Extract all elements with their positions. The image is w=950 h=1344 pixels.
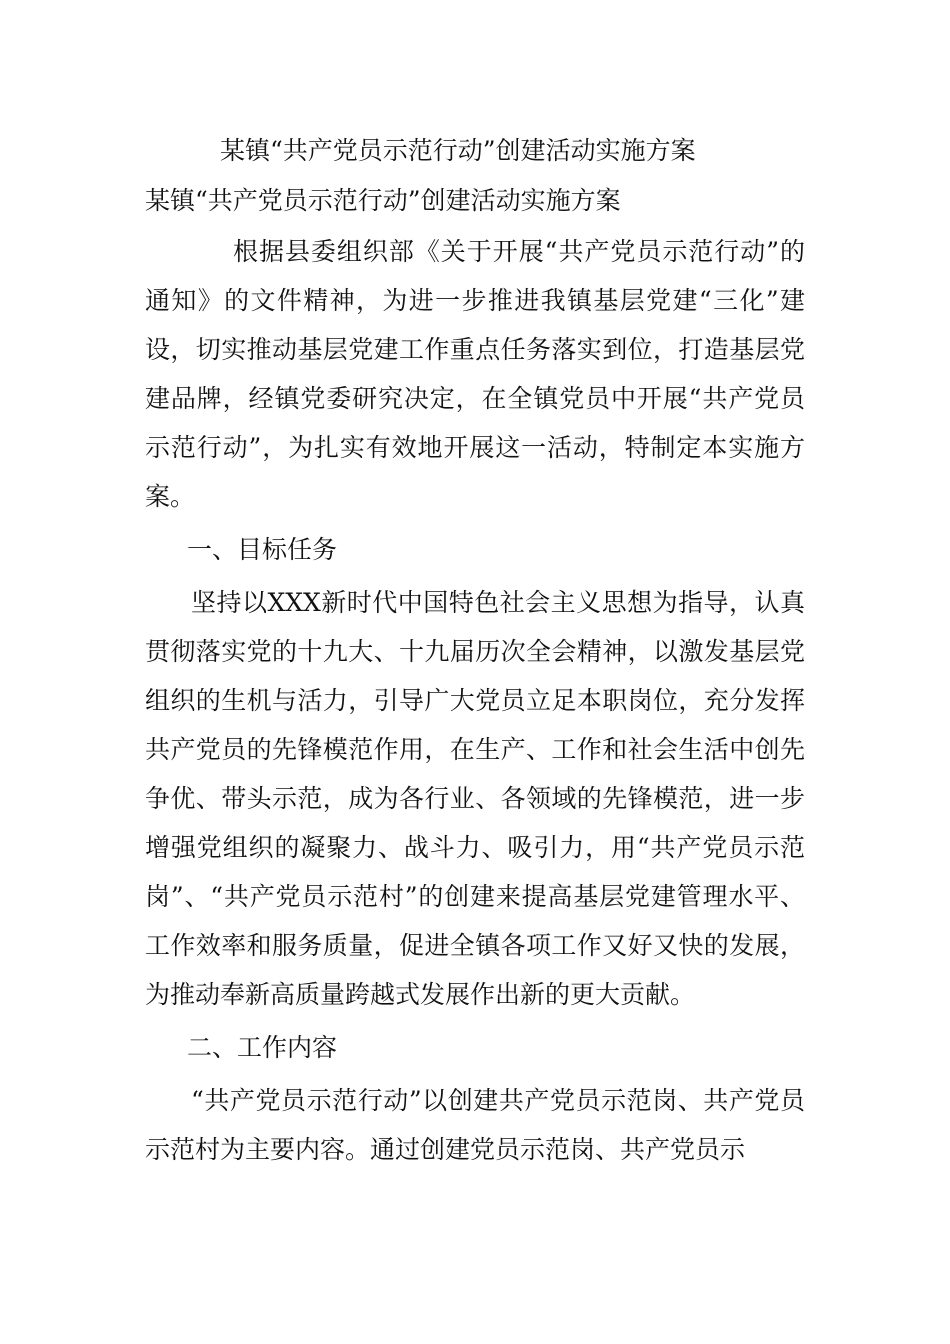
- document-title: 某镇“共产党员示范行动”创建活动实施方案: [220, 136, 696, 165]
- section-heading-content: 二、工作内容: [187, 1033, 338, 1062]
- document-subtitle: 某镇“共产党员示范行动”创建活动实施方案: [145, 186, 621, 215]
- goals-paragraph: 坚持以XXX新时代中国特色社会主义思想为指导，认真贯彻落实党的十九大、十九届历次全会精神，以激发基层党组织的生机与活力，引导广大党员立足本职岗位，充分发挥共产党员的先锋模范作用，在生产、工作和社会生活中创先争优、带头示范，成为各行业、各领域的先锋模范，进一步增强党组织的凝聚力、战斗力、吸引力，用“共产党员示范岗”、“共产党员示范村”的创建来提高基层党建管理水平、工作效率和服务质量，促进全镇各项工作又好又快的发展，为推动奉新高质量跨越式发展作出新的更大贡献。: [145, 588, 805, 1009]
- intro-paragraph: 根据县委组织部《关于开展“共产党员示范行动”的通知》的文件精神，为进一步推进我镇基层党建“三化”建设，切实推动基层党建工作重点任务落实到位，打造基层党建品牌，经镇党委研究决定，在全镇党员中开展“共产党员示范行动”，为扎实有效地开展这一活动，特制定本实施方案。: [145, 237, 805, 511]
- content-paragraph: “共产党员示范行动”以创建共产党员示范岗、共产党员示范村为主要内容。通过创建党员示范岗、共产党员示: [145, 1086, 805, 1164]
- document-body: [145, 227, 805, 1174]
- section-heading-goals: 一、目标任务: [187, 535, 338, 564]
